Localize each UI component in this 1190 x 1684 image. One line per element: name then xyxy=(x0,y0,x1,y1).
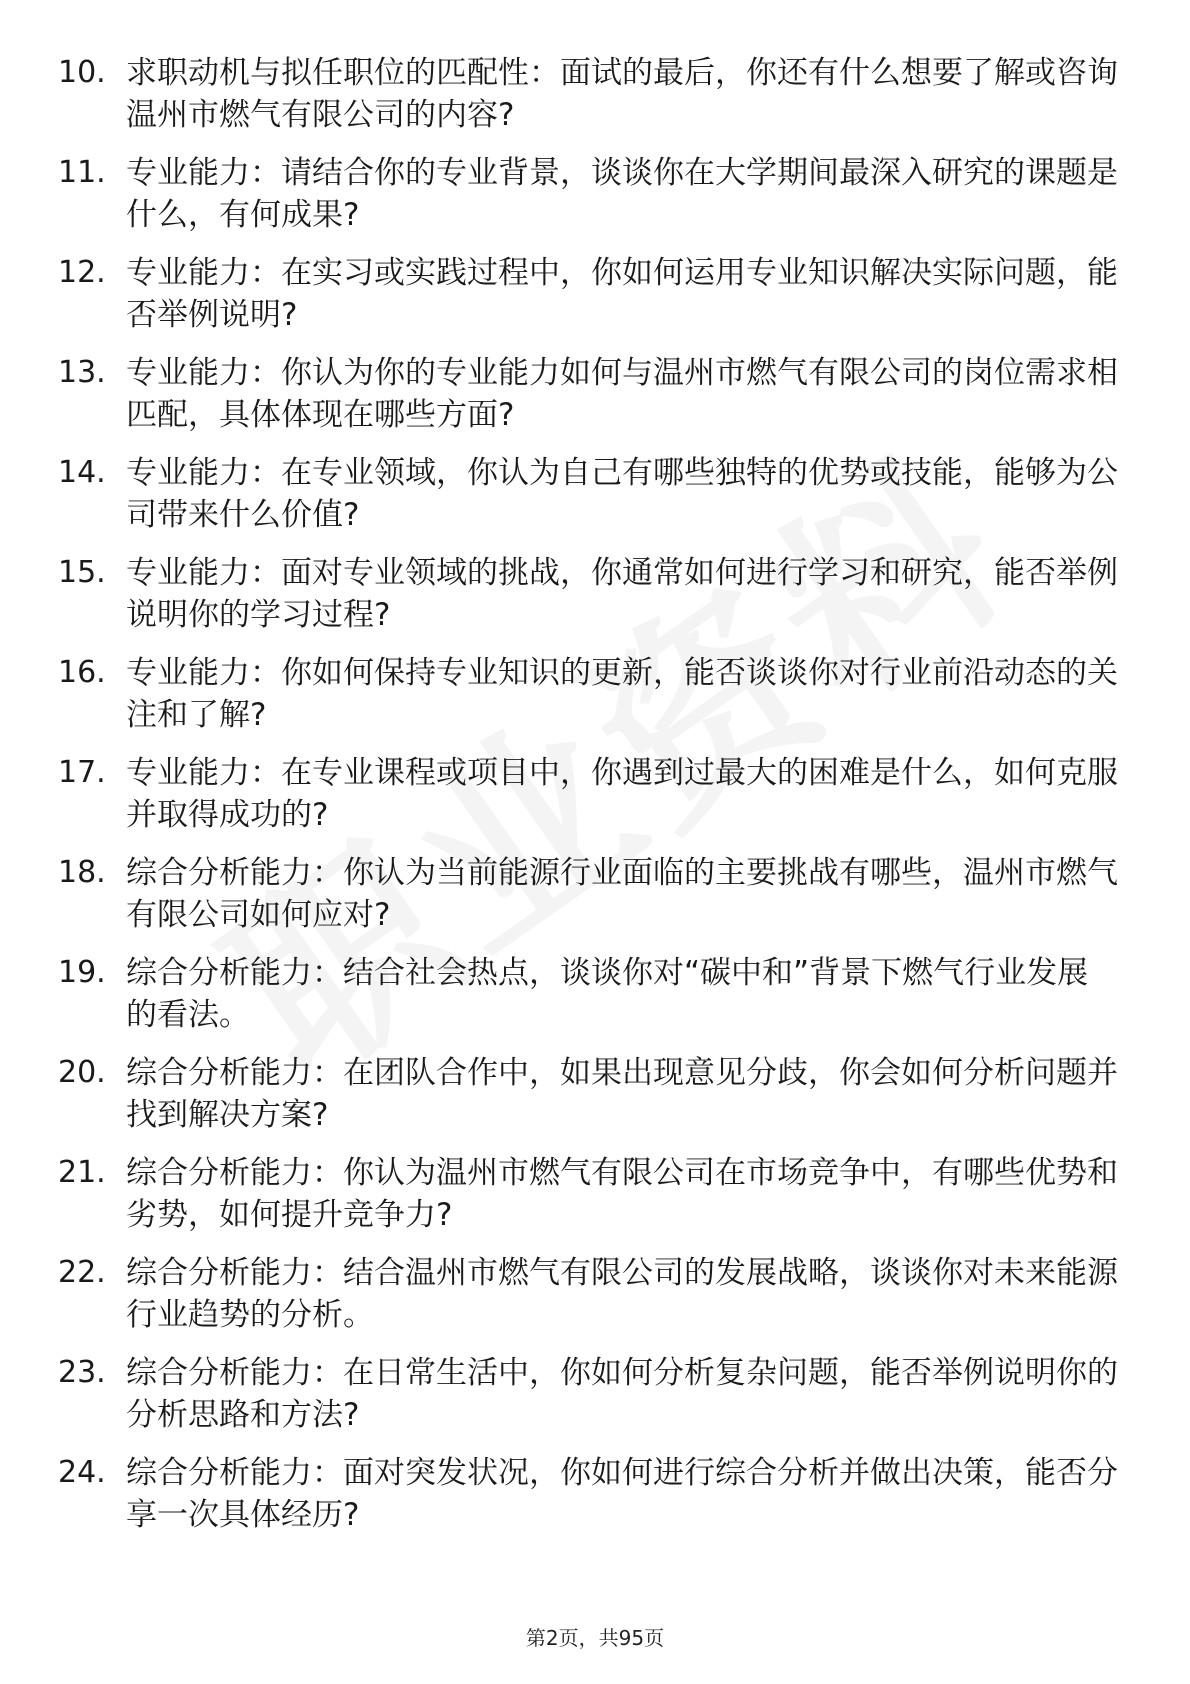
question-number: 16. xyxy=(58,655,106,690)
question-text: 专业能力：在实习或实践过程中，你如何运用专业知识解决实际问题，能否举例说明? xyxy=(126,255,1118,333)
question-text: 综合分析能力：面对突发状况，你如何进行综合分析并做出决策，能否分享一次具体经历? xyxy=(126,1455,1118,1533)
question-number: 11. xyxy=(58,155,106,190)
question-number: 23. xyxy=(58,1355,106,1390)
question-item xyxy=(58,452,1118,536)
question-text: 专业能力：在专业课程或项目中，你遇到过最大的困难是什么，如何克服并取得成功的? xyxy=(126,755,1118,833)
question-text: 综合分析能力：在团队合作中，如果出现意见分歧，你会如何分析问题并找到解决方案? xyxy=(126,1055,1118,1133)
question-number: 17. xyxy=(58,755,106,790)
question-text: 专业能力：请结合你的专业背景，谈谈你在大学期间最深入研究的课题是什么，有何成果? xyxy=(126,155,1118,233)
question-text: 专业能力：面对专业领域的挑战，你通常如何进行学习和研究，能否举例说明你的学习过程? xyxy=(126,555,1118,633)
question-text: 综合分析能力：结合社会热点，谈谈你对“碳中和”背景下燃气行业发展的看法。 xyxy=(126,955,1089,1033)
question-item xyxy=(58,252,1118,336)
question-number: 14. xyxy=(58,455,106,490)
question-list xyxy=(58,52,1118,1552)
question-number: 18. xyxy=(58,855,106,890)
question-text: 专业能力：你认为你的专业能力如何与温州市燃气有限公司的岗位需求相匹配，具体体现在哪些方面? xyxy=(126,355,1118,433)
question-item xyxy=(58,1152,1118,1236)
question-text: 专业能力：在专业领域，你认为自己有哪些独特的优势或技能，能够为公司带来什么价值? xyxy=(126,455,1118,533)
question-number: 22. xyxy=(58,1255,106,1290)
question-item xyxy=(58,852,1118,936)
question-text: 综合分析能力：结合温州市燃气有限公司的发展战略，谈谈你对未来能源行业趋势的分析。 xyxy=(126,1255,1118,1333)
question-item xyxy=(58,1452,1118,1536)
question-item xyxy=(58,1252,1118,1336)
question-item xyxy=(58,752,1118,836)
question-number: 24. xyxy=(58,1455,106,1490)
question-item xyxy=(58,1352,1118,1436)
question-number: 20. xyxy=(58,1055,106,1090)
question-text: 求职动机与拟任职位的匹配性：面试的最后，你还有什么想要了解或咨询温州市燃气有限公司的内容? xyxy=(126,55,1118,133)
question-text: 专业能力：你如何保持专业知识的更新，能否谈谈你对行业前沿动态的关注和了解? xyxy=(126,655,1118,733)
question-item xyxy=(58,552,1118,636)
page-footer: 第2页，共95页 xyxy=(525,1626,665,1650)
question-item xyxy=(58,352,1118,436)
question-item xyxy=(58,152,1118,236)
question-item xyxy=(58,52,1118,136)
question-number: 13. xyxy=(58,355,106,390)
question-number: 21. xyxy=(58,1155,106,1190)
question-number: 19. xyxy=(58,955,106,990)
question-number: 15. xyxy=(58,555,106,590)
question-text: 综合分析能力：你认为温州市燃气有限公司在市场竞争中，有哪些优势和劣势，如何提升竞争力? xyxy=(126,1155,1118,1233)
question-item xyxy=(58,952,1118,1036)
question-text: 综合分析能力：在日常生活中，你如何分析复杂问题，能否举例说明你的分析思路和方法? xyxy=(126,1355,1118,1433)
question-text: 综合分析能力：你认为当前能源行业面临的主要挑战有哪些，温州市燃气有限公司如何应对? xyxy=(126,855,1118,933)
question-number: 10. xyxy=(58,55,106,90)
question-item xyxy=(58,652,1118,736)
question-number: 12. xyxy=(58,255,106,290)
question-item xyxy=(58,1052,1118,1136)
